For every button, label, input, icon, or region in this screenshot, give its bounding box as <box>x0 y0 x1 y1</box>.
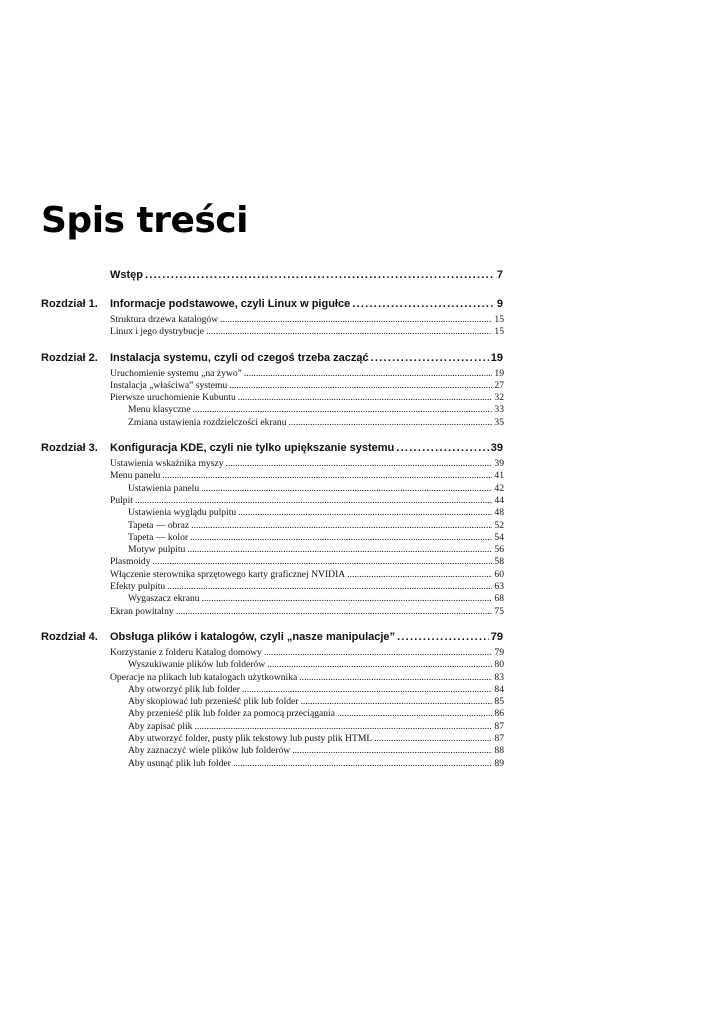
chapter-heading[interactable] <box>110 439 503 458</box>
dot-leader <box>242 684 493 696</box>
toc-entry[interactable] <box>128 483 504 495</box>
dot-leader <box>238 392 493 404</box>
toc-entry[interactable] <box>110 647 504 659</box>
toc-entry[interactable] <box>110 326 504 338</box>
entry-page-number: 56 <box>494 544 504 556</box>
toc-entry[interactable] <box>128 404 504 416</box>
entry-page-number: 63 <box>494 581 504 593</box>
entry-title: Aby otworzyć plik lub folder <box>128 683 240 695</box>
chapter-label: Rozdział 2. <box>41 351 98 364</box>
dot-leader <box>397 628 489 647</box>
entry-title: Ekran powitalny <box>110 605 174 617</box>
toc-entry[interactable] <box>128 417 504 429</box>
toc-entry[interactable] <box>128 532 504 544</box>
entry-title: Ustawienia wyglądu pulpitu <box>128 507 237 519</box>
toc-entry[interactable] <box>128 745 504 757</box>
entry-title: Pierwsze uruchomienie Kubuntu <box>110 392 236 404</box>
entry-page-number: 89 <box>494 757 504 769</box>
toc-chapter <box>0 295 725 339</box>
entry-title: Aby usunąć plik lub folder <box>128 757 231 769</box>
dot-leader <box>162 470 492 482</box>
entry-title: Zmiana ustawienia rozdzielczości ekranu <box>128 416 287 428</box>
entry-title: Aby skopiować lub przenieść plik lub folder <box>128 696 299 708</box>
toc-entry[interactable] <box>110 581 504 593</box>
toc-entry[interactable] <box>110 392 504 404</box>
dot-leader <box>201 483 492 495</box>
dot-leader <box>206 326 492 338</box>
entry-page-number: 35 <box>494 416 504 428</box>
dot-leader <box>194 721 492 733</box>
dot-leader <box>371 349 489 368</box>
dot-leader <box>301 696 493 708</box>
toc-entry[interactable] <box>110 556 504 568</box>
toc-chapter <box>0 439 725 618</box>
entry-page-number: 68 <box>494 593 504 605</box>
chapter-heading[interactable] <box>110 349 503 368</box>
toc-entry[interactable] <box>128 507 504 519</box>
page-title: Spis treści <box>41 200 248 241</box>
chapter-page-number: 39 <box>490 442 503 455</box>
entry-page-number: 60 <box>494 568 504 580</box>
dot-leader <box>337 708 492 720</box>
entry-title: Wygaszacz ekranu <box>128 593 200 605</box>
dot-leader <box>145 266 495 285</box>
entry-page-number: 15 <box>494 326 504 338</box>
entry-page-number: 48 <box>494 507 504 519</box>
entry-title: Linux i jego dystrybucje <box>110 326 205 338</box>
chapter-page-number: 19 <box>490 351 503 364</box>
entry-page-number: 87 <box>494 733 504 745</box>
entry-page-number: 85 <box>494 696 504 708</box>
chapter-page-number: 7 <box>496 269 503 281</box>
entry-title: Menu klasyczne <box>128 404 191 416</box>
entry-page-number: 86 <box>494 708 504 720</box>
toc-entry[interactable] <box>128 721 504 733</box>
dot-leader <box>244 368 493 380</box>
entry-title: Pulpit <box>110 494 133 506</box>
dot-leader <box>229 380 492 392</box>
entry-page-number: 44 <box>494 494 504 506</box>
dot-leader <box>226 458 493 470</box>
dot-leader <box>135 495 492 507</box>
entry-page-number: 80 <box>494 659 504 671</box>
entry-page-number: 27 <box>494 379 504 391</box>
toc-chapter <box>0 266 725 285</box>
entry-title: Ustawienia panelu <box>128 482 200 494</box>
toc-entry[interactable] <box>128 520 504 532</box>
chapter-label: Rozdział 3. <box>41 442 98 455</box>
entry-page-number: 79 <box>494 646 504 658</box>
toc-entry[interactable] <box>110 470 504 482</box>
entry-title: Ustawienia wskaźnika myszy <box>110 458 224 470</box>
toc-entry[interactable] <box>128 544 504 556</box>
entry-page-number: 41 <box>494 470 504 482</box>
entry-title: Aby zapisać plik <box>128 720 193 732</box>
dot-leader <box>191 520 492 532</box>
dot-leader <box>202 593 493 605</box>
dot-leader <box>238 507 492 519</box>
dot-leader <box>347 569 492 581</box>
entry-page-number: 42 <box>494 482 504 494</box>
dot-leader <box>264 647 493 659</box>
toc-entry[interactable] <box>128 708 504 720</box>
dot-leader <box>167 581 492 593</box>
toc-entry[interactable] <box>128 593 504 605</box>
toc-entry[interactable] <box>110 314 504 326</box>
chapter-page-number: 9 <box>496 298 503 310</box>
table-of-contents <box>0 266 725 780</box>
toc-entry[interactable] <box>110 368 504 380</box>
entry-page-number: 15 <box>494 314 504 325</box>
entry-page-number: 84 <box>494 683 504 695</box>
entry-page-number: 33 <box>494 404 504 416</box>
dot-leader <box>153 556 493 568</box>
entry-title: Operacje na plikach lub katalogach użytkownika <box>110 671 298 683</box>
dot-leader <box>289 417 493 429</box>
entry-title: Motyw pulpitu <box>128 544 186 556</box>
entry-title: Struktura drzewa katalogów <box>110 314 219 325</box>
dot-leader <box>176 606 493 618</box>
chapter-title: Konfiguracja KDE, czyli nie tylko upiększanie systemu <box>110 442 395 455</box>
toc-entry[interactable] <box>110 569 504 581</box>
chapter-title: Obsługa plików i katalogów, czyli „nasze manipulacje” <box>110 630 396 643</box>
entry-page-number: 88 <box>494 745 504 757</box>
entry-title: Efekty pulpitu <box>110 581 166 593</box>
entry-page-number: 58 <box>494 556 504 568</box>
entry-title: Wyszukiwanie plików lub folderów <box>128 659 266 671</box>
chapter-heading[interactable] <box>110 266 503 285</box>
entry-page-number: 32 <box>494 392 504 404</box>
dot-leader <box>396 439 488 458</box>
dot-leader <box>299 672 492 684</box>
toc-entry[interactable] <box>128 659 504 671</box>
chapter-page-number: 79 <box>490 630 503 643</box>
chapter-title: Instalacja systemu, czyli od czegoś trzeba zacząć <box>110 351 369 364</box>
entry-title: Aby utworzyć folder, pusty plik tekstowy lub pusty plik HTML <box>128 733 373 745</box>
entry-page-number: 52 <box>494 519 504 531</box>
entry-page-number: 54 <box>494 531 504 543</box>
toc-entry[interactable] <box>110 606 504 618</box>
toc-chapter <box>0 628 725 770</box>
entry-title: Aby przenieść plik lub folder za pomocą przeciągania <box>128 708 335 720</box>
dot-leader <box>233 758 493 770</box>
entry-page-number: 83 <box>494 671 504 683</box>
toc-entry[interactable] <box>110 380 504 392</box>
dot-leader <box>190 532 492 544</box>
entry-title: Tapeta — kolor <box>128 531 189 543</box>
entry-page-number: 87 <box>494 720 504 732</box>
toc-entry[interactable] <box>110 672 504 684</box>
entry-title: Instalacja „właściwa” systemu <box>110 379 228 391</box>
dot-leader <box>292 745 492 757</box>
toc-entry[interactable] <box>110 495 504 507</box>
entry-title: Uruchomienie systemu „na żywo” <box>110 367 242 379</box>
entry-title: Plasmoidy <box>110 556 151 568</box>
entry-title: Aby zaznaczyć wiele plików lub folderów <box>128 745 291 757</box>
entry-page-number: 19 <box>494 367 504 379</box>
entry-title: Korzystanie z folderu Katalog domowy <box>110 646 262 658</box>
dot-leader <box>374 733 492 745</box>
chapter-heading[interactable] <box>110 295 503 314</box>
chapter-heading[interactable] <box>110 628 503 647</box>
toc-entry[interactable] <box>128 684 504 696</box>
chapter-label: Rozdział 1. <box>41 298 98 310</box>
entry-page-number: 39 <box>494 458 504 470</box>
dot-leader <box>193 404 493 416</box>
chapter-label: Rozdział 4. <box>41 630 98 643</box>
toc-entry[interactable] <box>128 696 504 708</box>
toc-chapter <box>0 349 725 429</box>
chapter-title: Wstęp <box>110 269 143 281</box>
entry-page-number: 75 <box>494 605 504 617</box>
entry-title: Menu panelu <box>110 470 161 482</box>
entry-title: Tapeta — obraz <box>128 519 190 531</box>
chapter-title: Informacje podstawowe, czyli Linux w pigułce <box>110 298 351 310</box>
dot-leader <box>220 314 492 326</box>
dot-leader <box>187 544 492 556</box>
entry-title: Włączenie sterownika sprzętowego karty graficznej NVIDIA <box>110 568 346 580</box>
toc-entry[interactable] <box>110 458 504 470</box>
toc-entry[interactable] <box>128 733 504 745</box>
dot-leader <box>267 659 492 671</box>
dot-leader <box>352 295 495 314</box>
toc-entry[interactable] <box>128 758 504 770</box>
